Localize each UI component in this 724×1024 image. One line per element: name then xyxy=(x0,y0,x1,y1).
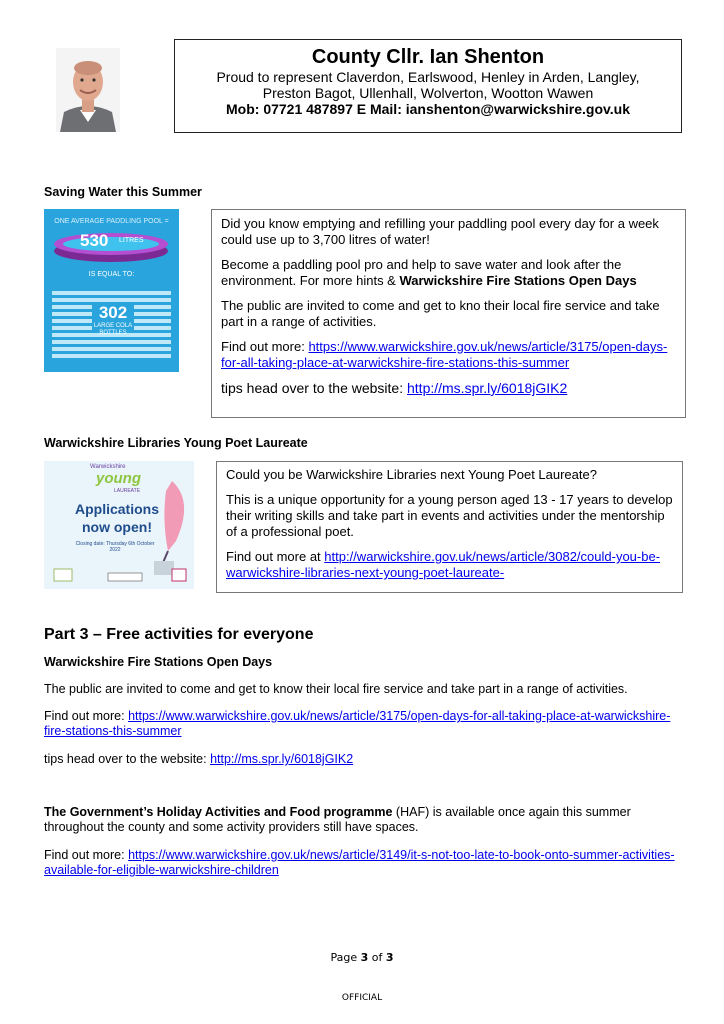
part3-tips-link[interactable]: http://ms.spr.ly/6018jGIK2 xyxy=(210,752,354,766)
water-paragraph-2-text: Become a paddling pool pro and help to save water and look after the environment. For more hints & xyxy=(221,257,622,288)
poet-image-small-text: Warwickshire xyxy=(90,464,126,470)
poet-find-out-label: Find out more at xyxy=(226,549,325,564)
saving-water-textbox xyxy=(211,209,686,418)
poet-image-young: young xyxy=(96,470,141,487)
young-poet-textbox xyxy=(216,461,683,593)
infographic-bottle-label-1: LARGE COLA xyxy=(93,323,133,329)
poet-image-closing-date: Closing date: Thursday 6th October xyxy=(75,541,155,547)
part3-fire-open-days-link[interactable]: https://www.warwickshire.gov.uk/news/article/3175/open-days-for-all-taking-place-at-warwickshire-fire-stations-this-summer xyxy=(44,709,671,738)
councillor-photo xyxy=(56,48,120,132)
water-paragraph-1: Did you know emptying and refilling your paddling pool every day for a week could use up to 3,700 litres of water! xyxy=(221,216,659,247)
poet-image-now-open: now open! xyxy=(82,519,152,535)
councillor-name: County Cllr. Ian Shenton xyxy=(311,46,545,68)
tips-website-link[interactable]: http://ms.spr.ly/6018jGIK2 xyxy=(407,380,568,396)
infographic-litres-number: 530 xyxy=(80,231,109,250)
infographic-equal-text: IS EQUAL TO: xyxy=(88,271,135,278)
poet-paragraph-1: Could you be Warwickshire Libraries next Young Poet Laureate? xyxy=(226,467,597,482)
page-current: 3 xyxy=(360,951,369,964)
haf-find-out-label: Find out more: xyxy=(44,848,129,862)
poet-image-laureate: LAUREATE xyxy=(114,488,141,494)
councillor-header-box xyxy=(174,39,682,133)
wards-line-2: Preston Bagot, Ullenhall, Wolverton, Wootton Wawen xyxy=(262,85,594,101)
infographic-bottle-label-2: BOTTLES xyxy=(99,330,127,336)
part3-tips-label: tips head over to the website: xyxy=(44,752,211,766)
poet-paragraph-3 xyxy=(226,549,673,581)
part3-paragraph-3 xyxy=(44,752,684,767)
water-paragraph-4 xyxy=(221,339,676,371)
haf-find-out-more xyxy=(44,848,684,878)
water-paragraph-3: The public are invited to come and get to kno their local fire service and take part in a range of activities. xyxy=(221,298,660,329)
water-paragraph-5 xyxy=(221,380,676,396)
poet-image-closing-year: 2022 xyxy=(109,547,121,553)
infographic-litres-unit: LITRES xyxy=(119,237,144,244)
young-poet-link[interactable]: http://warwickshire.gov.uk/news/article/3082/could-you-be-warwickshire-libraries-next-young-poet-laureate- xyxy=(226,549,661,580)
page-of-label: of xyxy=(368,951,386,964)
fire-open-days-link[interactable]: https://www.warwickshire.gov.uk/news/article/3175/open-days-for-all-taking-place-at-warwickshire-fire-stations-this-summer xyxy=(221,339,668,370)
poet-paragraph-2: This is a unique opportunity for a young person aged 13 - 17 years to develop their writing skills and take part in events and activities under the mentorship of a professional poet. xyxy=(226,492,673,539)
water-paragraph-2 xyxy=(221,257,676,289)
section-title-young-poet: Warwickshire Libraries Young Poet Laureate xyxy=(44,436,308,450)
classification-label: OFFICIAL xyxy=(341,993,383,1003)
infographic-bottle-count: 302 xyxy=(98,303,128,322)
paddling-pool-infographic xyxy=(44,209,179,372)
water-find-out-label: Find out more: xyxy=(221,339,309,354)
part3-paragraph-2 xyxy=(44,709,684,739)
page-number xyxy=(0,951,724,964)
part3-subheading: Warwickshire Fire Stations Open Days xyxy=(44,655,273,669)
haf-text: (HAF) is available once again this summer throughout the county and some activity providers still have spaces. xyxy=(44,805,631,834)
part3-paragraph-1: The public are invited to come and get to know their local fire service and take part in a range of activities. xyxy=(44,682,628,696)
poet-image-applications: Applications xyxy=(74,501,159,517)
young-poet-laureate-image xyxy=(44,461,194,589)
section-title-saving-water: Saving Water this Summer xyxy=(44,185,202,199)
water-paragraph-2-bold: Warwickshire Fire Stations Open Days xyxy=(399,273,637,288)
page-label: Page xyxy=(330,951,361,964)
water-tips-label: tips head over to the website: xyxy=(221,380,407,396)
part3-heading: Part 3 – Free activities for everyone xyxy=(44,626,314,643)
haf-paragraph xyxy=(44,805,684,835)
contact-line: Mob: 07721 487897 E Mail: ianshenton@warwickshire.gov.uk xyxy=(226,101,630,117)
page-total: 3 xyxy=(385,951,394,964)
part3-find-out-label: Find out more: xyxy=(44,709,129,723)
infographic-top-text: ONE AVERAGE PADDLING POOL = xyxy=(54,218,169,225)
wards-line-1: Proud to represent Claverdon, Earlswood, Henley in Arden, Langley, xyxy=(216,69,640,85)
haf-link[interactable]: https://www.warwickshire.gov.uk/news/article/3149/it-s-not-too-late-to-book-onto-summer-activities-available-for-eligible-warwickshire-children xyxy=(44,848,675,877)
haf-title: The Government’s Holiday Activities and Food programme xyxy=(44,805,393,819)
